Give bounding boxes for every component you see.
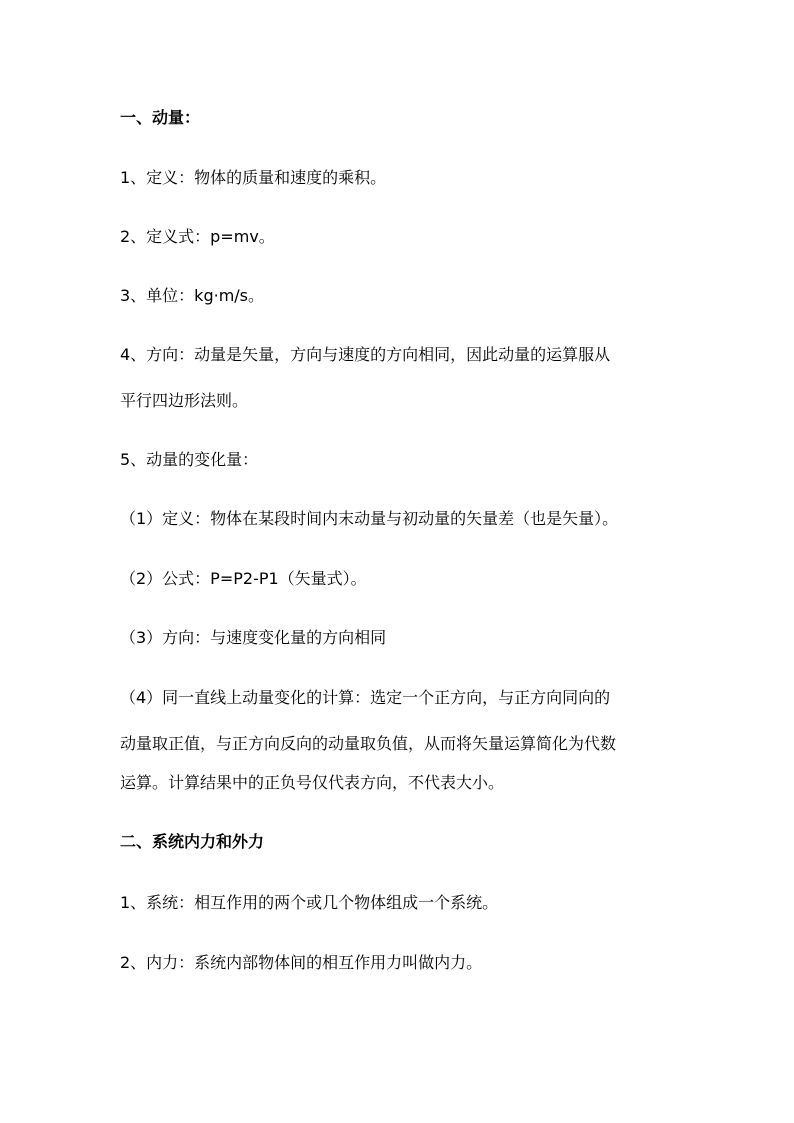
direction-item-line-2: 平行四边形法则。 xyxy=(120,391,249,410)
momentum-change-item: 5、动量的变化量： xyxy=(120,450,259,469)
formula-item: 2、定义式：p=mv。 xyxy=(120,227,275,246)
change-calculation-line-2: 动量取正值，与正方向反向的动量取负值，从而将矢量运算简化为代数 xyxy=(120,734,617,753)
change-calculation-line-3: 运算。计算结果中的正负号仅代表方向，不代表大小。 xyxy=(120,773,505,792)
change-formula-subitem: （2）公式：P=P2-P1（矢量式）。 xyxy=(120,569,367,588)
change-direction-subitem: （3）方向：与速度变化量的方向相同 xyxy=(120,628,387,647)
section-heading-momentum: 一、动量： xyxy=(120,108,201,127)
section-heading-system-forces: 二、系统内力和外力 xyxy=(120,832,265,851)
direction-item-line-1: 4、方向：动量是矢量，方向与速度的方向相同，因此动量的运算服从 xyxy=(120,345,611,364)
change-calculation-line-1: （4）同一直线上动量变化的计算：选定一个正方向，与正方向同向的 xyxy=(120,688,611,707)
definition-item: 1、定义：物体的质量和速度的乘积。 xyxy=(120,168,387,187)
internal-force-item: 2、内力：系统内部物体间的相互作用力叫做内力。 xyxy=(120,953,483,972)
change-definition-subitem: （1）定义：物体在某段时间内末动量与初动量的矢量差（也是矢量）。 xyxy=(120,509,619,528)
unit-item: 3、单位：kg·m/s。 xyxy=(120,286,265,305)
system-definition-item: 1、系统：相互作用的两个或几个物体组成一个系统。 xyxy=(120,893,499,912)
